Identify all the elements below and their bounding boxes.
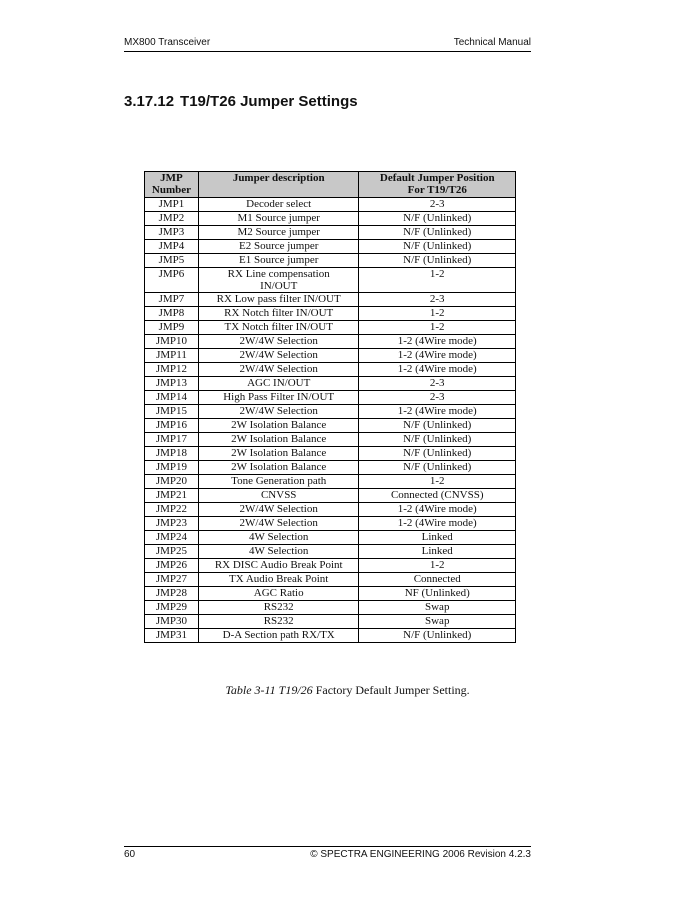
cell-default-position: 2-3 (359, 198, 516, 212)
table-row (145, 268, 516, 293)
cell-jmp-number: JMP18 (145, 447, 199, 461)
table-row (145, 615, 516, 629)
table-row (145, 531, 516, 545)
caption-label: Table 3-11 T19/26 (225, 683, 313, 697)
cell-jmp-number: JMP29 (145, 601, 199, 615)
cell-description: 4W Selection (198, 531, 359, 545)
cell-jmp-number: JMP20 (145, 475, 199, 489)
cell-description: 2W/4W Selection (198, 503, 359, 517)
cell-default-position: Linked (359, 545, 516, 559)
cell-jmp-number: JMP28 (145, 587, 199, 601)
cell-jmp-number: JMP19 (145, 461, 199, 475)
table-row (145, 629, 516, 643)
table-caption (0, 683, 695, 698)
cell-default-position: N/F (Unlinked) (359, 433, 516, 447)
table-row (145, 226, 516, 240)
cell-default-position: N/F (Unlinked) (359, 240, 516, 254)
cell-default-position: 1-2 (359, 475, 516, 489)
cell-jmp-number: JMP13 (145, 377, 199, 391)
cell-jmp-number: JMP3 (145, 226, 199, 240)
table-row (145, 601, 516, 615)
page-number: 60 (124, 849, 136, 860)
cell-jmp-number: JMP12 (145, 363, 199, 377)
cell-default-position: N/F (Unlinked) (359, 447, 516, 461)
cell-default-position: 1-2 (359, 268, 516, 293)
header-default-position: Default Jumper Position For T19/T26 (359, 172, 516, 198)
cell-jmp-number: JMP2 (145, 212, 199, 226)
cell-description: 2W/4W Selection (198, 349, 359, 363)
cell-description: 2W Isolation Balance (198, 419, 359, 433)
cell-default-position: 2-3 (359, 377, 516, 391)
cell-default-position: N/F (Unlinked) (359, 629, 516, 643)
cell-jmp-number: JMP6 (145, 268, 199, 293)
cell-description: E1 Source jumper (198, 254, 359, 268)
header-jumper-description: Jumper description (198, 172, 359, 198)
table-row (145, 489, 516, 503)
page-footer (124, 846, 531, 861)
cell-default-position: Linked (359, 531, 516, 545)
cell-description: 2W Isolation Balance (198, 447, 359, 461)
cell-default-position: 1-2 (4Wire mode) (359, 363, 516, 377)
cell-description: 2W/4W Selection (198, 517, 359, 531)
cell-default-position: 1-2 (4Wire mode) (359, 335, 516, 349)
cell-default-position: NF (Unlinked) (359, 587, 516, 601)
cell-description: High Pass Filter IN/OUT (198, 391, 359, 405)
cell-jmp-number: JMP24 (145, 531, 199, 545)
cell-description: M2 Source jumper (198, 226, 359, 240)
table-row (145, 377, 516, 391)
cell-default-position: 1-2 (359, 307, 516, 321)
cell-description: 2W Isolation Balance (198, 461, 359, 475)
table-row (145, 363, 516, 377)
cell-default-position: N/F (Unlinked) (359, 212, 516, 226)
cell-jmp-number: JMP26 (145, 559, 199, 573)
footer-copyright: © SPECTRA ENGINEERING 2006 Revision 4.2.3 (310, 849, 531, 860)
cell-description: 2W/4W Selection (198, 405, 359, 419)
table-row (145, 293, 516, 307)
cell-default-position: Connected (359, 573, 516, 587)
table-row (145, 587, 516, 601)
cell-description: RS232 (198, 601, 359, 615)
cell-jmp-number: JMP5 (145, 254, 199, 268)
table-row (145, 321, 516, 335)
cell-description: 4W Selection (198, 545, 359, 559)
table-body (145, 198, 516, 643)
cell-description: E2 Source jumper (198, 240, 359, 254)
table-row (145, 503, 516, 517)
cell-description: CNVSS (198, 489, 359, 503)
cell-description: RX Notch filter IN/OUT (198, 307, 359, 321)
cell-jmp-number: JMP31 (145, 629, 199, 643)
table-row (145, 461, 516, 475)
table-row (145, 349, 516, 363)
cell-default-position: 1-2 (4Wire mode) (359, 503, 516, 517)
cell-jmp-number: JMP30 (145, 615, 199, 629)
cell-description: 2W Isolation Balance (198, 433, 359, 447)
header-product: MX800 Transceiver (124, 37, 211, 48)
cell-description: Tone Generation path (198, 475, 359, 489)
cell-description: RX Low pass filter IN/OUT (198, 293, 359, 307)
table-row (145, 475, 516, 489)
header-jmp-number: JMP Number (145, 172, 199, 198)
cell-default-position: N/F (Unlinked) (359, 254, 516, 268)
cell-jmp-number: JMP11 (145, 349, 199, 363)
table-row (145, 391, 516, 405)
cell-jmp-number: JMP16 (145, 419, 199, 433)
cell-default-position: 1-2 (4Wire mode) (359, 349, 516, 363)
cell-default-position: N/F (Unlinked) (359, 226, 516, 240)
cell-description: 2W/4W Selection (198, 335, 359, 349)
table-row (145, 573, 516, 587)
cell-default-position: 2-3 (359, 391, 516, 405)
cell-default-position: 2-3 (359, 293, 516, 307)
caption-text: Factory Default Jumper Setting. (315, 683, 470, 697)
cell-jmp-number: JMP17 (145, 433, 199, 447)
cell-default-position: Swap (359, 615, 516, 629)
jumper-settings-table (144, 171, 516, 643)
cell-description: M1 Source jumper (198, 212, 359, 226)
cell-jmp-number: JMP22 (145, 503, 199, 517)
table-row (145, 212, 516, 226)
section-title (124, 93, 358, 110)
cell-description: 2W/4W Selection (198, 363, 359, 377)
cell-description: RX DISC Audio Break Point (198, 559, 359, 573)
cell-jmp-number: JMP1 (145, 198, 199, 212)
table-row (145, 307, 516, 321)
cell-default-position: 1-2 (359, 321, 516, 335)
cell-description: RS232 (198, 615, 359, 629)
cell-default-position: 1-2 (4Wire mode) (359, 517, 516, 531)
cell-jmp-number: JMP23 (145, 517, 199, 531)
cell-description: TX Notch filter IN/OUT (198, 321, 359, 335)
table-header-row (145, 172, 516, 198)
table-row (145, 433, 516, 447)
page-header (124, 37, 531, 52)
cell-jmp-number: JMP8 (145, 307, 199, 321)
section-number: 3.17.12 (124, 93, 175, 110)
table-row (145, 447, 516, 461)
cell-default-position: N/F (Unlinked) (359, 419, 516, 433)
table-row (145, 254, 516, 268)
cell-jmp-number: JMP25 (145, 545, 199, 559)
cell-jmp-number: JMP21 (145, 489, 199, 503)
table-row (145, 545, 516, 559)
table-row (145, 517, 516, 531)
table-row (145, 240, 516, 254)
cell-jmp-number: JMP14 (145, 391, 199, 405)
cell-jmp-number: JMP7 (145, 293, 199, 307)
cell-jmp-number: JMP9 (145, 321, 199, 335)
cell-description: RX Line compensation IN/OUT (198, 268, 359, 293)
table-row (145, 405, 516, 419)
header-manual: Technical Manual (453, 37, 531, 48)
cell-description: AGC IN/OUT (198, 377, 359, 391)
cell-default-position: N/F (Unlinked) (359, 461, 516, 475)
table-row (145, 335, 516, 349)
cell-jmp-number: JMP4 (145, 240, 199, 254)
cell-description: D-A Section path RX/TX (198, 629, 359, 643)
cell-jmp-number: JMP15 (145, 405, 199, 419)
section-heading: T19/T26 Jumper Settings (180, 93, 358, 110)
table-row (145, 198, 516, 212)
cell-jmp-number: JMP10 (145, 335, 199, 349)
table-row (145, 419, 516, 433)
cell-jmp-number: JMP27 (145, 573, 199, 587)
cell-default-position: Connected (CNVSS) (359, 489, 516, 503)
cell-default-position: Swap (359, 601, 516, 615)
cell-description: TX Audio Break Point (198, 573, 359, 587)
cell-description: Decoder select (198, 198, 359, 212)
cell-description: AGC Ratio (198, 587, 359, 601)
cell-default-position: 1-2 (359, 559, 516, 573)
table-row (145, 559, 516, 573)
cell-default-position: 1-2 (4Wire mode) (359, 405, 516, 419)
